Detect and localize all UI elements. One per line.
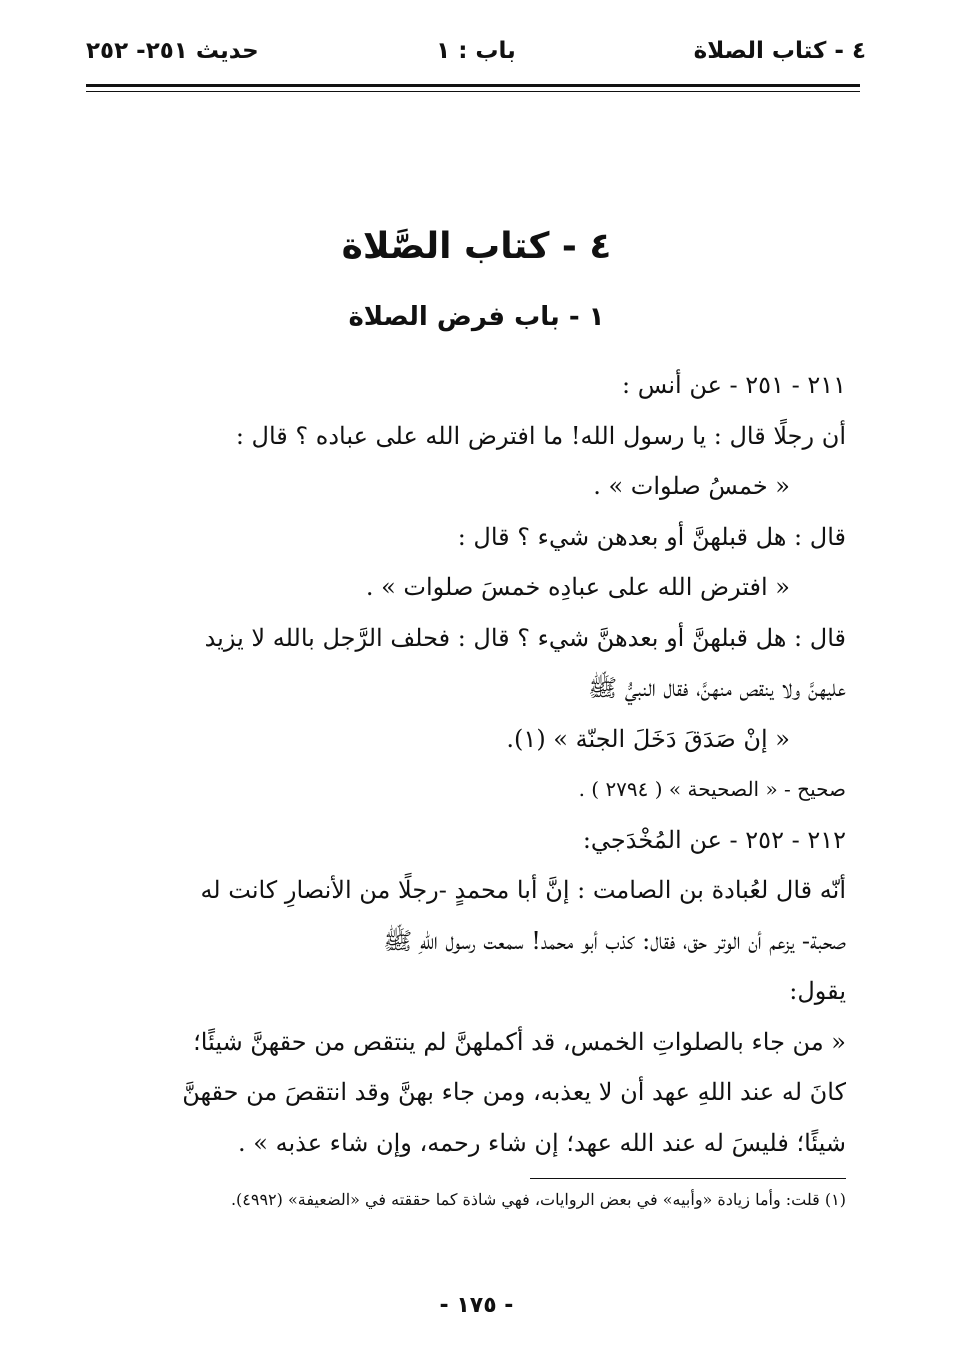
text-line: « إنْ صَدَقَ دَخَلَ الجنّة » (١). [506, 724, 790, 753]
footnote-rule [530, 1178, 846, 1179]
text-line: أن رجلًا قال : يا رسول الله! ما افترض الله على عباده ؟ قال : [235, 421, 846, 450]
chapter-title: ١ - باب فرض الصلاة [348, 302, 605, 332]
header-book: ٤ - كتاب الصلاة [693, 38, 866, 64]
hadith-heading: ٢١٢ - ٢٥٢ - عن المُخْدَجي: [582, 825, 846, 854]
text-line: « خمسُ صلوات » . [593, 472, 790, 500]
page-number: - ١٧٥ - [439, 1293, 514, 1318]
book-title: ٤ - كتاب الصَّلاة [341, 226, 612, 267]
header-chapter: باب : ١ [436, 38, 516, 64]
text-line: قال : هل قبلهنَّ أو بعدهنَّ شيء ؟ قال : فحلف الرَّجل بالله لا يزيد [204, 623, 846, 652]
text-line: « افترض الله على عبادِه خمسَ صلوات » . [365, 573, 790, 601]
hadith-text [80, 360, 846, 1168]
hadith-heading: ٢١١ - ٢٥١ - عن أنس : [622, 371, 846, 399]
text-line: شيئًا؛ فليسَ له عند الله عهد؛ إن شاء رحمه، وإن شاء عذبه » . [238, 1128, 846, 1157]
text-line: يقول: [789, 977, 846, 1005]
text-line: « من جاء بالصلواتِ الخمس، قد أكملهنَّ لم ينتقص من حقهنَّ شيئًا؛ [193, 1027, 846, 1056]
header-rule-thick [86, 84, 860, 87]
text-line: كانَ له عند اللهِ عهد أن لا يعذبه، ومن جاء بهنَّ وقد انتقصَ من حقهنَّ [182, 1078, 846, 1106]
text-line: عليهنَّ ولا ينقص منهنَّ، فقال النبيُّ ﷺ [588, 674, 846, 702]
grading-line: صحيح - « الصحيحة » ( ٢٧٩٤ ) . [578, 777, 846, 801]
header-rule-thin [86, 91, 860, 92]
text-line: قال : هل قبلهنَّ أو بعدهن شيء ؟ قال : [457, 522, 846, 551]
text-line: صحبة- يزعم أن الوتر حق، فقال: كذب أبو محمد! سمعت رسول اللهِ ﷺ [383, 926, 846, 955]
header-hadith-range: حديث ٢٥١- ٢٥٢ [86, 38, 259, 64]
footnote: (١) قلت: وأما زيادة «وأبيه» في بعض الروايات، فهي شاذة كما حققته في «الضعيفة» (٤٩٩٢). [230, 1190, 846, 1209]
running-header [86, 38, 866, 78]
text-line: أنّه قال لعُبادة بن الصامت : إنَّ أبا محمدٍ -رجلًا من الأنصارِ كانت له [200, 876, 846, 904]
